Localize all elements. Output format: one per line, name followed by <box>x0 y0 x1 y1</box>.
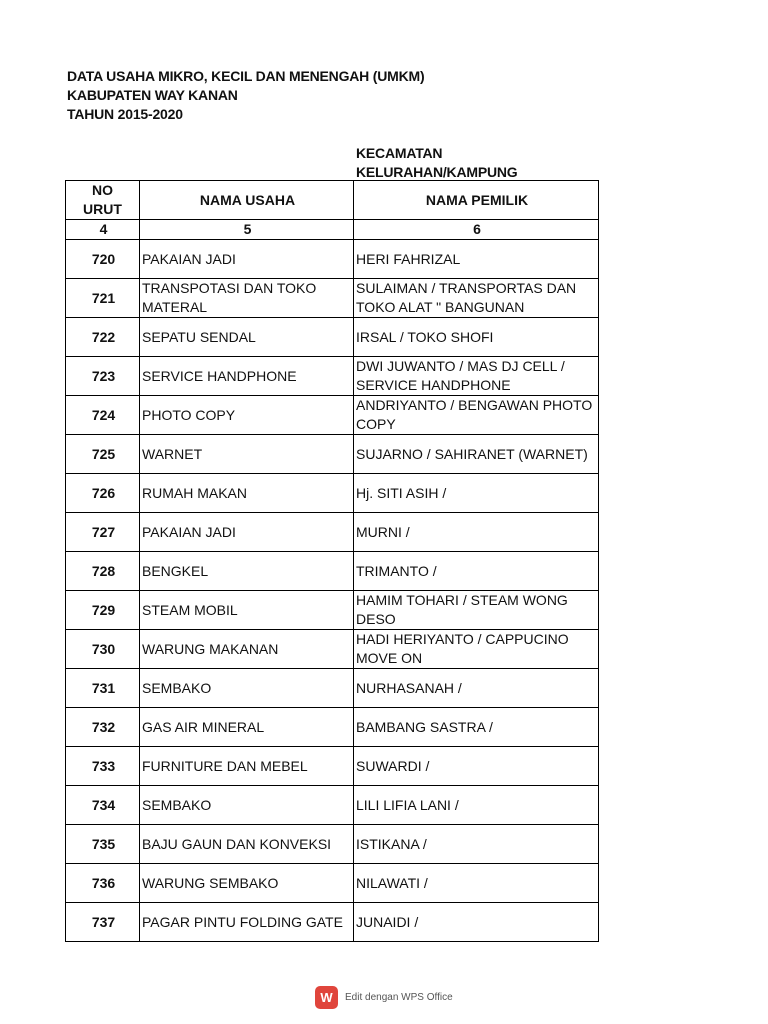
nama-usaha-cell: WARUNG MAKANAN <box>140 630 354 669</box>
nama-pemilik-cell: DWI JUWANTO / MAS DJ CELL / SERVICE HANDPHONE <box>354 357 599 396</box>
no-urut-cell: 734 <box>66 786 140 825</box>
no-urut-cell: 722 <box>66 318 140 357</box>
nama-pemilik-cell: NILAWATI / <box>354 864 599 903</box>
wps-office-icon: W <box>315 986 338 1009</box>
nama-usaha-cell: SEPATU SENDAL <box>140 318 354 357</box>
table-row <box>66 825 599 864</box>
nama-usaha-cell: GAS AIR MINERAL <box>140 708 354 747</box>
table-row <box>66 513 599 552</box>
nama-usaha-cell: SEMBAKO <box>140 669 354 708</box>
no-urut-cell: 727 <box>66 513 140 552</box>
no-urut-cell: 720 <box>66 240 140 279</box>
nama-usaha-cell: WARNET <box>140 435 354 474</box>
table-row <box>66 279 599 318</box>
wps-footer[interactable] <box>315 986 453 1009</box>
nama-usaha-cell: BENGKEL <box>140 552 354 591</box>
no-urut-cell: 726 <box>66 474 140 513</box>
nama-usaha-cell: FURNITURE DAN MEBEL <box>140 747 354 786</box>
nama-usaha-cell: PHOTO COPY <box>140 396 354 435</box>
column-number: 4 <box>66 220 140 240</box>
no-urut-cell: 732 <box>66 708 140 747</box>
table-row <box>66 591 599 630</box>
no-urut-cell: 724 <box>66 396 140 435</box>
table-row <box>66 903 599 942</box>
nama-pemilik-cell: SUWARDI / <box>354 747 599 786</box>
nama-usaha-cell: SERVICE HANDPHONE <box>140 357 354 396</box>
column-header-nama-usaha: NAMA USAHA <box>140 181 354 220</box>
nama-pemilik-cell: JUNAIDI / <box>354 903 599 942</box>
table-row <box>66 708 599 747</box>
nama-pemilik-cell: TRIMANTO / <box>354 552 599 591</box>
document-title: DATA USAHA MIKRO, KECIL DAN MENENGAH (UMKM) <box>67 68 425 84</box>
no-urut-cell: 723 <box>66 357 140 396</box>
table-row <box>66 552 599 591</box>
table-row <box>66 474 599 513</box>
no-urut-cell: 735 <box>66 825 140 864</box>
nama-pemilik-cell: SUJARNO / SAHIRANET (WARNET) <box>354 435 599 474</box>
nama-pemilik-cell: HAMIM TOHARI / STEAM WONG DESO <box>354 591 599 630</box>
nama-usaha-cell: STEAM MOBIL <box>140 591 354 630</box>
table-row <box>66 357 599 396</box>
nama-usaha-cell: SEMBAKO <box>140 786 354 825</box>
table-row <box>66 786 599 825</box>
wps-footer-text: Edit dengan WPS Office <box>345 992 453 1003</box>
nama-pemilik-cell: Hj. SITI ASIH / <box>354 474 599 513</box>
nama-pemilik-cell: NURHASANAH / <box>354 669 599 708</box>
table-row <box>66 630 599 669</box>
table-header-row <box>66 181 599 220</box>
no-urut-cell: 728 <box>66 552 140 591</box>
nama-usaha-cell: BAJU GAUN DAN KONVEKSI <box>140 825 354 864</box>
table-row <box>66 864 599 903</box>
no-urut-cell: 737 <box>66 903 140 942</box>
no-urut-cell: 721 <box>66 279 140 318</box>
table-row <box>66 435 599 474</box>
nama-usaha-cell: WARUNG SEMBAKO <box>140 864 354 903</box>
no-urut-cell: 729 <box>66 591 140 630</box>
no-urut-cell: 731 <box>66 669 140 708</box>
nama-pemilik-cell: HERI FAHRIZAL <box>354 240 599 279</box>
table-row <box>66 240 599 279</box>
column-header-nama-pemilik: NAMA PEMILIK <box>354 181 599 220</box>
column-number: 5 <box>140 220 354 240</box>
table-row <box>66 396 599 435</box>
nama-pemilik-cell: BAMBANG SASTRA / <box>354 708 599 747</box>
kecamatan-label: KECAMATAN <box>356 145 443 161</box>
table-row <box>66 318 599 357</box>
nama-pemilik-cell: ANDRIYANTO / BENGAWAN PHOTO COPY <box>354 396 599 435</box>
umkm-table <box>65 180 599 942</box>
no-urut-cell: 730 <box>66 630 140 669</box>
nama-usaha-cell: RUMAH MAKAN <box>140 474 354 513</box>
document-subtitle-region: KABUPATEN WAY KANAN <box>67 87 238 103</box>
column-header-no-urut: NO URUT <box>66 181 140 220</box>
no-urut-cell: 725 <box>66 435 140 474</box>
kelurahan-label: KELURAHAN/KAMPUNG <box>356 164 518 180</box>
nama-usaha-cell: TRANSPOTASI DAN TOKO MATERAL <box>140 279 354 318</box>
table-column-number-row <box>66 220 599 240</box>
nama-usaha-cell: PAKAIAN JADI <box>140 513 354 552</box>
no-urut-cell: 733 <box>66 747 140 786</box>
nama-usaha-cell: PAGAR PINTU FOLDING GATE <box>140 903 354 942</box>
table-row <box>66 747 599 786</box>
table-row <box>66 669 599 708</box>
nama-pemilik-cell: LILI LIFIA LANI / <box>354 786 599 825</box>
document-subtitle-year: TAHUN 2015-2020 <box>67 106 183 122</box>
column-number: 6 <box>354 220 599 240</box>
nama-pemilik-cell: MURNI / <box>354 513 599 552</box>
nama-pemilik-cell: HADI HERIYANTO / CAPPUCINO MOVE ON <box>354 630 599 669</box>
nama-usaha-cell: PAKAIAN JADI <box>140 240 354 279</box>
nama-pemilik-cell: SULAIMAN / TRANSPORTAS DAN TOKO ALAT " BANGUNAN <box>354 279 599 318</box>
nama-pemilik-cell: IRSAL / TOKO SHOFI <box>354 318 599 357</box>
no-urut-cell: 736 <box>66 864 140 903</box>
nama-pemilik-cell: ISTIKANA / <box>354 825 599 864</box>
